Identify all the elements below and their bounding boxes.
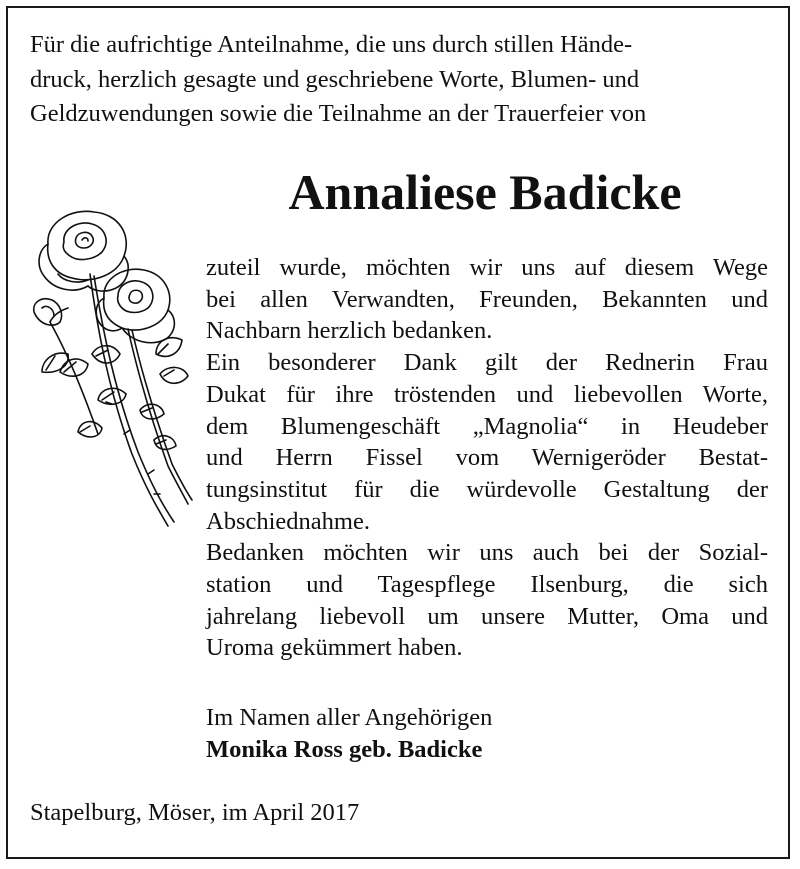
signature-prefix: Im Namen aller Angehörigen	[206, 704, 493, 731]
body-line: Bedanken möchten wir uns auch bei der Sozial-	[206, 539, 768, 567]
thanks-paragraph	[206, 252, 768, 664]
roses-illustration-icon	[28, 204, 198, 534]
intro-line-1: Für die aufrichtige Anteilnahme, die uns durch stillen Hände-	[30, 31, 633, 58]
body-line: und Herrn Fissel vom Wernigeröder Bestat-	[206, 444, 768, 472]
body-line: Dukat für ihre tröstenden und liebevollen Worte,	[206, 380, 768, 408]
intro-paragraph	[30, 28, 770, 132]
place-date: Stapelburg, Möser, im April 2017	[30, 799, 360, 826]
signature-block	[206, 702, 766, 766]
signature-name: Monika Ross geb. Badicke	[206, 736, 483, 763]
body-line: dem Blumengeschäft „Magnolia“ in Heudeber	[206, 412, 768, 440]
body-line: Ein besonderer Dank gilt der Rednerin Frau	[206, 349, 768, 377]
body-line: zuteil wurde, möchten wir uns auf diesem Wege	[206, 254, 768, 281]
body-line: Uroma gekümmert haben.	[206, 634, 463, 662]
intro-line-2: druck, herzlich gesagte und geschriebene Worte, Blumen- und	[30, 65, 640, 93]
body-line: Nachbarn herzlich bedanken.	[206, 317, 493, 345]
body-line: jahrelang liebevoll um unsere Mutter, Oma und	[206, 602, 768, 630]
body-line: tungsinstitut für die würdevolle Gestaltung der	[206, 475, 768, 503]
body-line: station und Tagespflege Ilsenburg, die sich	[206, 571, 768, 599]
intro-line-3: Geldzuwendungen sowie die Teilnahme an der Trauerfeier von	[30, 100, 647, 127]
body-line: Abschiednahme.	[206, 507, 370, 535]
body-line: bei allen Verwandten, Freunden, Bekannten und	[206, 285, 768, 313]
deceased-name: Annaliese Badicke	[288, 164, 682, 220]
